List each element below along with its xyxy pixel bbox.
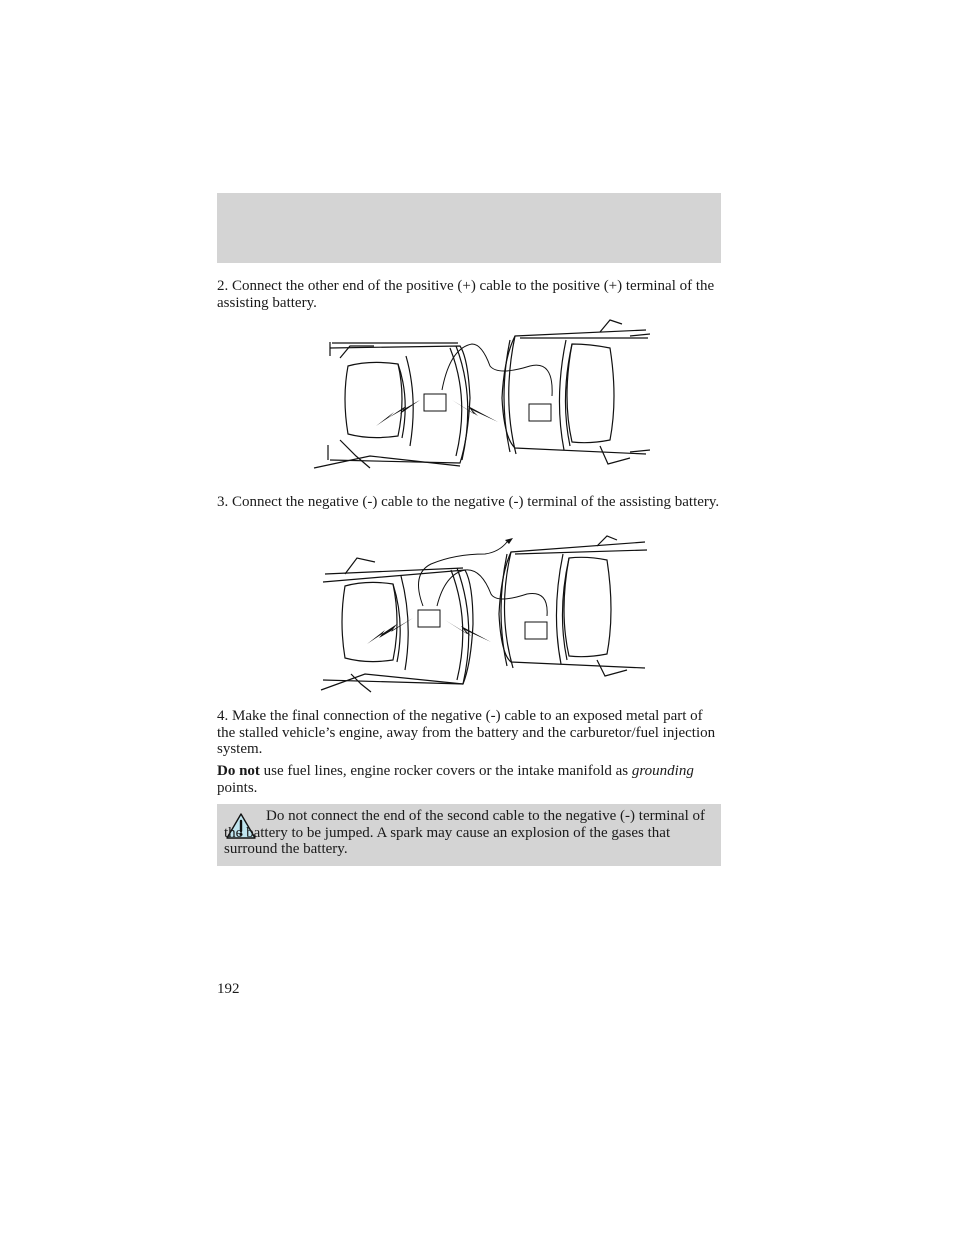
stalled-battery-icon	[424, 394, 446, 411]
warning-text: Do not connect the end of the second cable to the negative (-) terminal of the battery to be jumped. A spark may cause an explosion of the gases that surround the battery.	[224, 808, 705, 857]
jump-start-diagram-negative	[315, 534, 650, 694]
step-3-text: 3. Connect the negative (-) cable to the negative (-) terminal of the assisting battery.	[217, 494, 720, 510]
note-text-2: points.	[217, 779, 258, 796]
spark-icon	[367, 618, 413, 644]
stalled-battery-icon	[418, 610, 440, 627]
note-text-1: use fuel lines, engine rocker covers or the intake manifold as	[259, 763, 632, 779]
step-2-text: 2. Connect the other end of the positive (+) cable to the positive (+) terminal of the assisting battery.	[217, 278, 715, 311]
stalled-car-outline	[314, 342, 470, 468]
spark-icon	[452, 400, 498, 422]
assisting-battery-icon	[525, 622, 547, 639]
assisting-car-outline	[499, 536, 647, 676]
jump-start-diagram-positive	[310, 318, 650, 478]
grounding-note	[217, 763, 721, 796]
positive-cable	[442, 344, 552, 396]
note-bold: Do not	[217, 763, 260, 779]
assisting-battery-icon	[529, 404, 551, 421]
page-number: 192	[217, 981, 240, 997]
step-4-text: 4. Make the final connection of the negative (-) cable to an exposed metal part of the stalled vehicle’s engine, away from the battery and the carburetor/fuel injection system.	[217, 708, 716, 757]
warning-box	[217, 804, 721, 866]
assisting-car-outline	[502, 320, 650, 464]
note-italic: grounding	[631, 763, 694, 779]
section-header-bar	[217, 193, 721, 263]
